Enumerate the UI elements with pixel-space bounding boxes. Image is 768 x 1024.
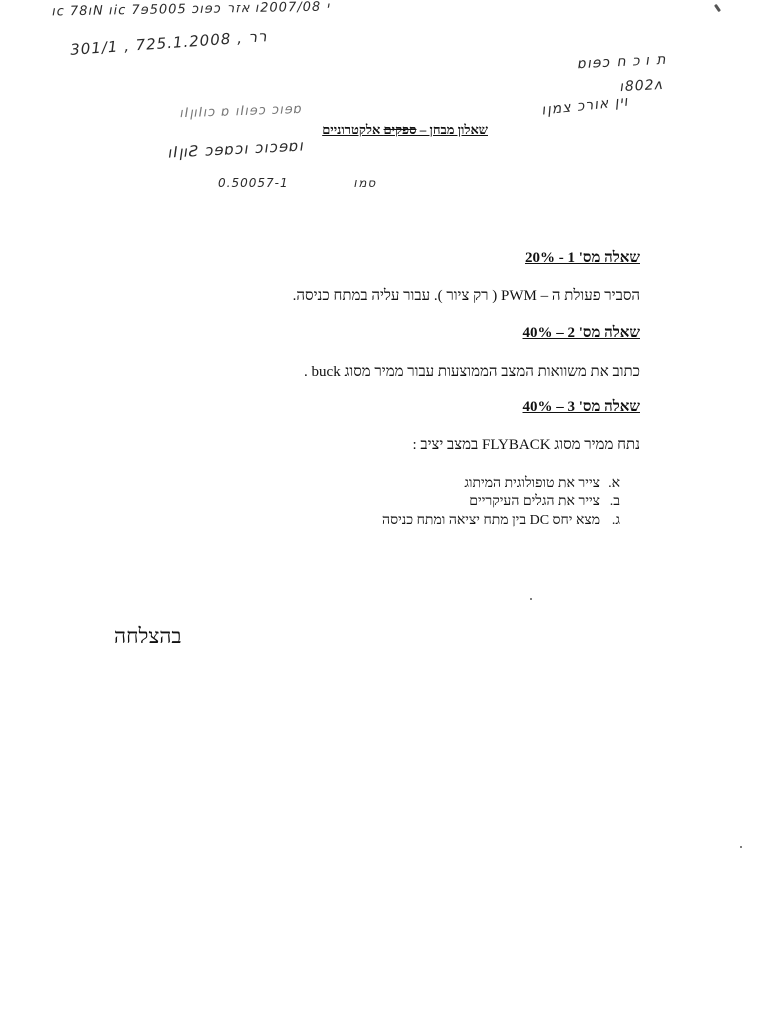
- question-3-subitem-c: [382, 513, 620, 529]
- subitem-text: צייר את טופולוגית המיתוג: [464, 476, 600, 491]
- subitem-letter: ב.: [609, 494, 620, 509]
- scan-speck: [740, 846, 742, 848]
- handwritten-top-line: ıc 78ıN ıic 7ɘ5005 ɔıɘɔ אזר ıי 2007/08: [51, 0, 331, 20]
- good-luck-text: בהצלחה: [114, 624, 182, 648]
- scan-speck: [530, 598, 532, 600]
- subitem-letter: ג.: [611, 513, 620, 528]
- subitem-text: מצא יחס DC בין מתח יציאה ומתח כניסה: [382, 513, 600, 528]
- title-struck-word: ספקים: [383, 122, 417, 137]
- question-1-text: הסביר פעולת ה – PWM ( רק ציור ). עבור עליה במתח כניסה.: [292, 288, 640, 304]
- handwritten-right-line-1: ɒıɘɔ כ ח ı ת: [577, 51, 667, 73]
- question-2-text: כתוב את משוואות המצב הממוצעות עבור ממיר מסוג buck .: [304, 364, 640, 380]
- question-2-heading: שאלה מס' 2 – 40%: [522, 325, 640, 341]
- handwritten-date-line: 301/1 , 7רר , 25.1.2008: [69, 27, 269, 59]
- question-1-heading: שאלה מס' 1 - 20%: [525, 250, 640, 266]
- scan-speck: [714, 4, 721, 12]
- title-suffix: אלקטרוניים: [322, 122, 384, 137]
- handwritten-center-line-1: ıIןıIıɔ ɒ ıIıɘɔ ɔıɘɒ: [179, 101, 304, 122]
- title-prefix: שאלון מבחן –: [416, 122, 488, 137]
- handwritten-right-line-2: ı802ᴧ: [619, 76, 665, 96]
- question-3-subitem-b: [469, 494, 620, 510]
- handwritten-center-line-2: ıIןıƧ ɔɘɒɔı ɔıɔɘɒı: [167, 136, 306, 162]
- handwritten-course-number-label: ıסמ: [354, 176, 377, 190]
- handwritten-course-number: 0.50057-1: [218, 176, 289, 190]
- subitem-letter: א.: [608, 476, 620, 491]
- question-3-text: נתח ממיר מסוג FLYBACK במצב יציב :: [412, 437, 640, 453]
- subitem-text: צייר את הגלים העיקריים: [469, 494, 600, 509]
- question-3-heading: שאלה מס' 3 – 40%: [522, 399, 640, 415]
- handwritten-right-line-3: ıוין אורכ צמן: [541, 93, 630, 119]
- question-3-subitem-a: [464, 476, 620, 492]
